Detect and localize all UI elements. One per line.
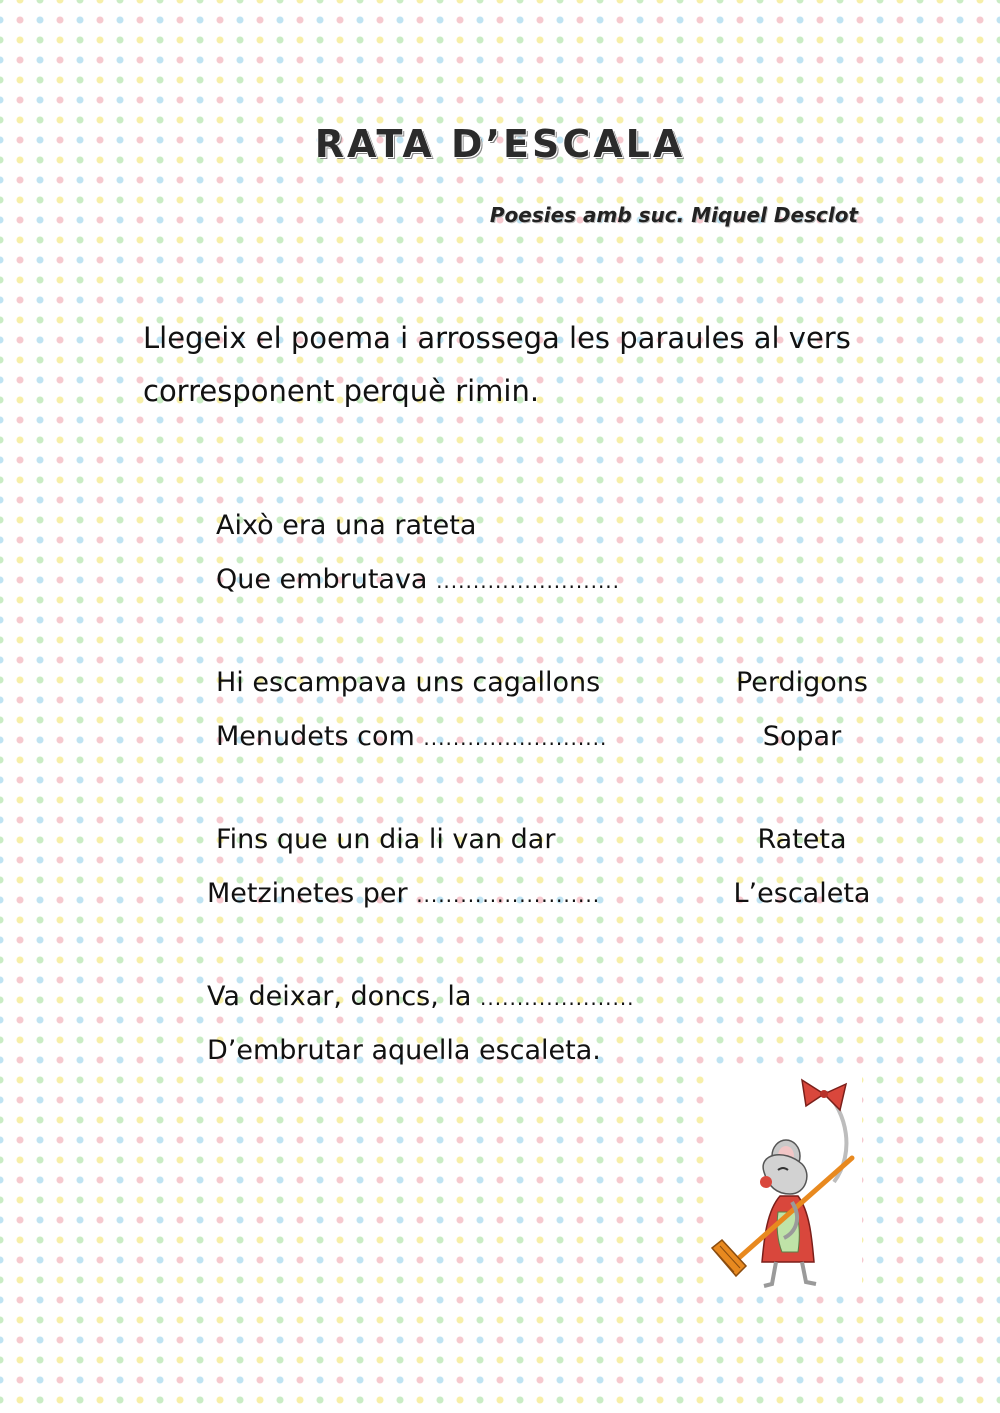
draggable-word-lescaleta[interactable]: L’escaleta <box>733 878 871 909</box>
poem-line-text: Va deixar, doncs, la <box>207 981 472 1012</box>
draggable-word-perdigons[interactable]: Perdigons <box>735 667 869 698</box>
poem-line-1 <box>216 510 476 541</box>
poem-line-4 <box>216 721 607 752</box>
poem-line-text: Fins que un dia li van dar <box>216 824 556 855</box>
mouse-icon <box>706 1072 862 1294</box>
poem-line-text: Hi escampava uns cagallons <box>216 667 601 698</box>
blank-drop-zone-3[interactable]: ......................... <box>416 883 601 907</box>
poem-line-7 <box>207 981 635 1012</box>
poem-line-8 <box>207 1035 601 1066</box>
poem-line-text: Que embrutava <box>216 564 428 595</box>
poem-line-3 <box>216 667 600 698</box>
poem-line-text: D’embrutar aquella escaleta. <box>207 1035 601 1066</box>
blank-drop-zone-2[interactable]: ......................... <box>423 726 608 750</box>
poem-line-6 <box>207 878 600 909</box>
draggable-word-rateta[interactable]: Rateta <box>757 824 847 855</box>
draggable-word-sopar[interactable]: Sopar <box>762 721 842 752</box>
poem-line-text: Això era una rateta <box>216 510 477 541</box>
blank-drop-zone-1[interactable]: ......................... <box>436 569 621 593</box>
mouse-with-broom-illustration <box>706 1072 862 1294</box>
poem-line-text: Metzinetes per <box>207 878 408 909</box>
poem-line-text: Menudets com <box>216 721 415 752</box>
blank-drop-zone-4[interactable]: ..................... <box>480 986 635 1010</box>
instructions-text: Llegeix el poema i arrossega les paraules al vers corresponent perquè rimin. <box>143 321 851 408</box>
poem-line-5 <box>216 824 555 855</box>
author-subtitle: Poesies amb suc. Miquel Desclot <box>489 203 858 227</box>
page-title: RATA D’ESCALA <box>314 122 686 166</box>
poem-line-2 <box>216 564 620 595</box>
